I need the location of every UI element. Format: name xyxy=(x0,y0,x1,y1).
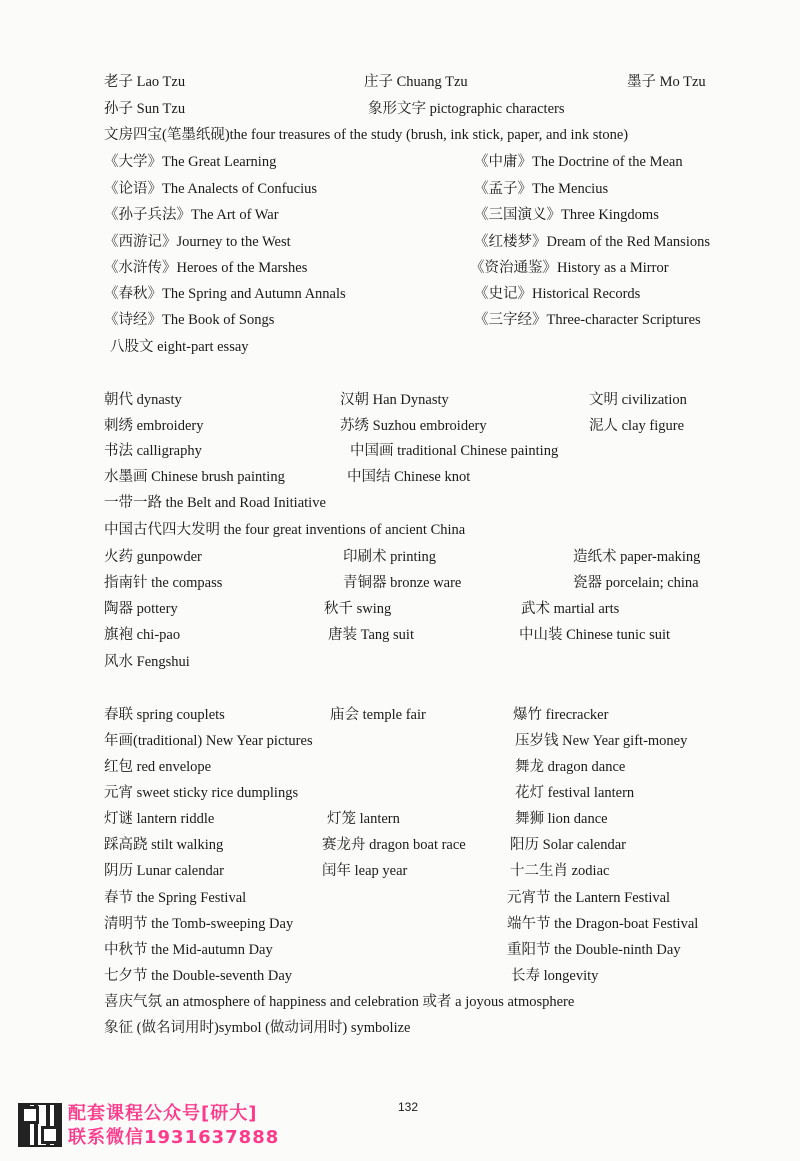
glossary-entry: 踩高跷 stilt walking xyxy=(104,837,224,853)
glossary-entry: 老子 Lao Tzu xyxy=(104,74,186,90)
glossary-entry: 青铜器 bronze ware xyxy=(343,575,462,591)
glossary-entry: 元宵 sweet sticky rice dumplings xyxy=(104,785,299,801)
page-number: 132 xyxy=(398,1100,419,1114)
glossary-entry: 清明节 the Tomb-sweeping Day xyxy=(104,916,294,932)
glossary-entry: 秋千 swing xyxy=(324,601,392,617)
glossary-entry: 苏绣 Suzhou embroidery xyxy=(340,418,487,434)
glossary-entry: 《三国演义》Three Kingdoms xyxy=(474,207,659,223)
glossary-entry: 《诗经》The Book of Songs xyxy=(104,312,275,328)
glossary-entry: 火药 gunpowder xyxy=(104,549,202,565)
glossary-entry: 造纸术 paper-making xyxy=(573,549,701,565)
glossary-entry: 舞龙 dragon dance xyxy=(515,759,626,775)
glossary-entry: 花灯 festival lantern xyxy=(515,785,635,801)
glossary-entry: 墨子 Mo Tzu xyxy=(627,74,706,90)
glossary-entry: 中国结 Chinese knot xyxy=(347,469,471,485)
glossary-entry: 红包 red envelope xyxy=(104,759,212,775)
glossary-entry: 八股文 eight-part essay xyxy=(110,339,249,355)
glossary-entry: 春节 the Spring Festival xyxy=(104,890,247,906)
glossary-entry: 《三字经》Three-character Scriptures xyxy=(474,312,701,328)
glossary-entry: 闰年 leap year xyxy=(322,863,408,879)
glossary-entry: 《中庸》The Doctrine of the Mean xyxy=(474,154,683,170)
glossary-entry: 《红楼梦》Dream of the Red Mansions xyxy=(474,234,710,250)
glossary-entry: 泥人 clay figure xyxy=(589,418,685,434)
glossary-entry: 文房四宝(笔墨纸砚)the four treasures of the study (brush, ink stick, paper, and ink stone) xyxy=(104,127,629,143)
glossary-entry: 一带一路 the Belt and Road Initiative xyxy=(104,495,326,511)
glossary-entry: 水墨画 Chinese brush painting xyxy=(104,469,285,485)
glossary-entry: 十二生肖 zodiac xyxy=(510,863,610,879)
glossary-entry: 书法 calligraphy xyxy=(104,443,202,459)
glossary-entry: 刺绣 embroidery xyxy=(104,418,204,434)
glossary-entry: 文明 civilization xyxy=(589,392,687,408)
glossary-entry: 武术 martial arts xyxy=(521,601,620,617)
glossary-entry: 《水浒传》Heroes of the Marshes xyxy=(104,260,308,276)
glossary-entry: 舞狮 lion dance xyxy=(515,811,608,827)
glossary-entry: 阴历 Lunar calendar xyxy=(104,863,224,879)
glossary-entry: 汉朝 Han Dynasty xyxy=(340,392,449,408)
glossary-entry: 《孟子》The Mencius xyxy=(474,181,609,197)
glossary-entry: 旗袍 chi-pao xyxy=(104,627,181,643)
glossary-entry: 年画(traditional) New Year pictures xyxy=(104,733,313,749)
glossary-entry: 重阳节 the Double-ninth Day xyxy=(507,942,681,958)
glossary-entry: 中国古代四大发明 the four great inventions of ancient China xyxy=(104,522,466,538)
glossary-entry: 长寿 longevity xyxy=(511,968,599,984)
glossary-entry: 七夕节 the Double-seventh Day xyxy=(104,968,293,984)
glossary-entry: 《资治通鉴》History as a Mirror xyxy=(470,260,669,276)
glossary-entry: 压岁钱 New Year gift-money xyxy=(515,733,688,749)
glossary-entry: 中国画 traditional Chinese painting xyxy=(350,443,559,459)
glossary-entry: 灯笼 lantern xyxy=(327,811,400,827)
glossary-entry: 中秋节 the Mid-autumn Day xyxy=(104,942,273,958)
watermark-line-2: 联系微信1931637888 xyxy=(68,1127,280,1148)
glossary-entry: 春联 spring couplets xyxy=(104,707,225,723)
glossary-entry: 赛龙舟 dragon boat race xyxy=(322,837,466,853)
glossary-entry: 爆竹 firecracker xyxy=(513,707,609,723)
glossary-entry: 指南针 the compass xyxy=(104,575,223,591)
glossary-entry: 印刷术 printing xyxy=(343,549,437,565)
glossary-entry: 风水 Fengshui xyxy=(104,654,190,670)
glossary-entry: 《论语》The Analects of Confucius xyxy=(104,181,318,197)
glossary-entry: 元宵节 the Lantern Festival xyxy=(507,890,671,906)
glossary-entry: 喜庆气氛 an atmosphere of happiness and celebration 或者 a joyous atmosphere xyxy=(104,994,575,1010)
glossary-entry: 象形文字 pictographic characters xyxy=(368,101,565,117)
glossary-entry: 《孙子兵法》The Art of War xyxy=(104,207,279,223)
glossary-entry: 端午节 the Dragon-boat Festival xyxy=(507,916,699,932)
glossary-entry: 庄子 Chuang Tzu xyxy=(364,74,468,90)
glossary-entry: 《大学》The Great Learning xyxy=(104,154,277,170)
glossary-entry: 阳历 Solar calendar xyxy=(510,837,626,853)
glossary-entry: 瓷器 porcelain; china xyxy=(573,575,699,591)
watermark-line-1: 配套课程公众号[研大] xyxy=(68,1103,258,1124)
glossary-entry: 中山装 Chinese tunic suit xyxy=(519,627,671,643)
glossary-entry: 灯谜 lantern riddle xyxy=(104,811,215,827)
glossary-entry: 庙会 temple fair xyxy=(330,707,426,723)
glossary-entry: 朝代 dynasty xyxy=(104,392,182,408)
glossary-entry: 《春秋》The Spring and Autumn Annals xyxy=(104,286,346,302)
glossary-entry: 《史记》Historical Records xyxy=(474,286,641,302)
glossary-entry: 孙子 Sun Tzu xyxy=(104,101,186,117)
glossary-entry: 唐装 Tang suit xyxy=(328,627,414,643)
glossary-entry: 象征 (做名词用时)symbol (做动词用时) symbolize xyxy=(104,1020,411,1036)
qr-code-icon xyxy=(18,1103,62,1147)
glossary-entry: 陶器 pottery xyxy=(104,601,178,617)
glossary-entry: 《西游记》Journey to the West xyxy=(104,234,291,250)
